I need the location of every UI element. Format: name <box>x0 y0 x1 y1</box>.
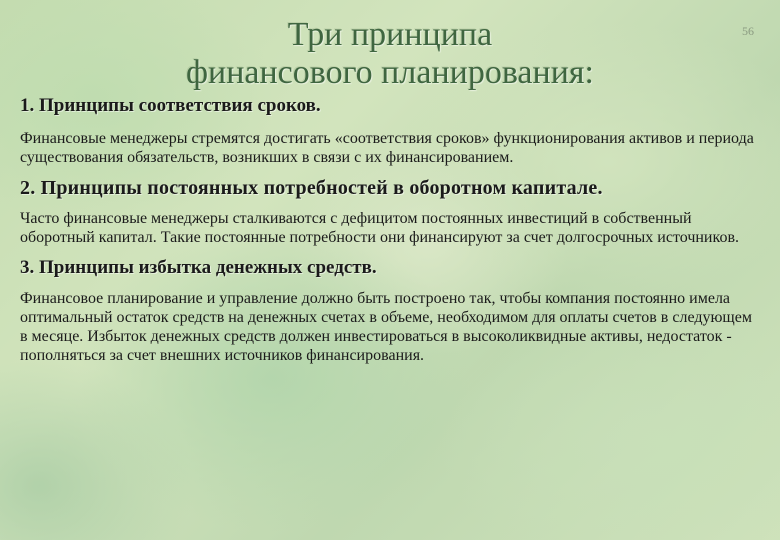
slide-title <box>0 16 780 92</box>
section-heading-2: 2. Принципы постоянных потребностей в оборотном капитале. <box>20 177 603 199</box>
section-heading-1: 1. Принципы соответствия сроков. <box>20 95 321 116</box>
section-text-3: Финансовое планирование и управление должно быть построено так, чтобы компания постоянно имела оптимальный остаток средств на денежных счетах в объеме, необходимом для оплаты счетов в следующем в месяце. Избыток денежных средств должен инвестироваться в высоколиквидные активы, недостаток - пополняться за счет внешних источников финансирования. <box>20 290 752 364</box>
section-text-1: Финансовые менеджеры стремятся достигать «соответствия сроков» функционирования активов и периода существования обязательств, возникших в связи с их финансированием. <box>20 130 754 166</box>
section-heading-3: 3. Принципы избытка денежных средств. <box>20 257 377 278</box>
title-line-2: финансового планирования: <box>185 54 595 91</box>
slide-content <box>20 95 760 375</box>
page-number: 56 <box>742 24 754 38</box>
title-line-1: Три принципа <box>287 16 493 53</box>
section-text-2: Часто финансовые менеджеры сталкиваются с дефицитом постоянных инвестиций в собственный оборотный капитал. Такие постоянные потребности они финансируют за счет долгосрочных источников. <box>20 210 739 246</box>
